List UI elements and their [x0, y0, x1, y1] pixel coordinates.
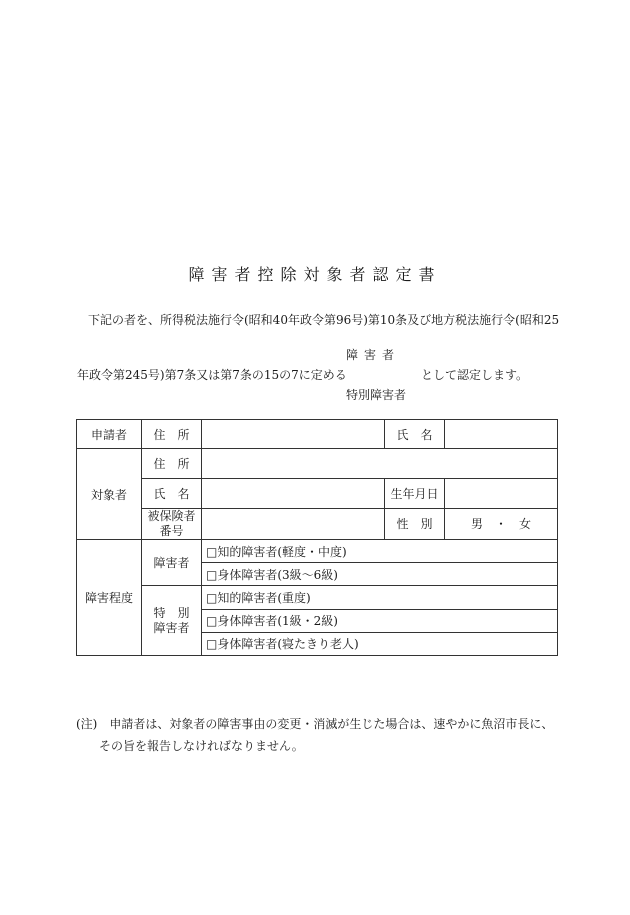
insured-number-field[interactable]	[202, 508, 385, 539]
target-name-field[interactable]	[202, 479, 385, 508]
birthdate-field[interactable]	[445, 479, 558, 508]
insured-row	[77, 508, 558, 539]
gender-options[interactable]: 男 ・ 女	[445, 508, 558, 539]
disabled-label: 障害者	[142, 539, 202, 585]
intro-line-2: 年政令第245号)第7条又は第7条の15の7に定める	[77, 368, 347, 382]
target-label: 対象者	[77, 449, 142, 540]
option-physical-bedridden[interactable]: □身体障害者(寝たきり老人)	[202, 632, 558, 655]
designation-disabled: 障害者	[346, 348, 401, 362]
insured-number-label	[142, 508, 202, 539]
disability-level-label: 障害程度	[77, 539, 142, 655]
applicant-address-label: 住 所	[142, 420, 202, 449]
target-address-row	[77, 449, 558, 479]
option-physical-3-6[interactable]: □身体障害者(3級～6級)	[202, 563, 558, 586]
target-name-label: 氏 名	[142, 479, 202, 508]
disability-row-1	[77, 539, 558, 562]
applicant-name-label: 氏 名	[385, 420, 445, 449]
option-intellectual-severe[interactable]: □知的障害者(重度)	[202, 586, 558, 609]
intro-line-1: 下記の者を、所得税法施行令(昭和40年政令第96号)第10条及び地方税法施行令(昭和25	[88, 313, 560, 327]
birthdate-label: 生年月日	[385, 479, 445, 508]
applicant-label: 申請者	[77, 420, 142, 449]
certification-form-table	[76, 419, 558, 656]
target-address-field[interactable]	[202, 449, 558, 479]
special-disabled-label	[142, 586, 202, 656]
applicant-row	[77, 420, 558, 449]
option-physical-1-2[interactable]: □身体障害者(1級・2級)	[202, 609, 558, 632]
designation-special-disabled: 特別障害者	[346, 388, 407, 402]
intro-line-2-tail: として認定します。	[421, 368, 529, 382]
note-line-1: (注) 申請者は、対象者の障害事由の変更・消滅が生じた場合は、速やかに魚沼市長に、	[76, 717, 554, 731]
note-line-2: その旨を報告しなければなりません。	[99, 739, 304, 753]
special-disabled-label-line-2: 障害者	[153, 620, 190, 635]
insured-number-label-line-1: 被保険者	[147, 508, 196, 523]
special-disabled-label-line-1: 特 別	[153, 605, 190, 620]
gender-label: 性 別	[385, 508, 445, 539]
option-intellectual-mild[interactable]: □知的障害者(軽度・中度)	[202, 539, 558, 562]
applicant-address-field[interactable]	[202, 420, 385, 449]
insured-number-label-line-2: 番号	[159, 523, 184, 538]
target-name-row	[77, 479, 558, 508]
applicant-name-field[interactable]	[445, 420, 558, 449]
disability-row-3	[77, 586, 558, 609]
document-title: 障害者控除対象者認定書	[188, 265, 442, 284]
target-address-label: 住 所	[142, 449, 202, 479]
